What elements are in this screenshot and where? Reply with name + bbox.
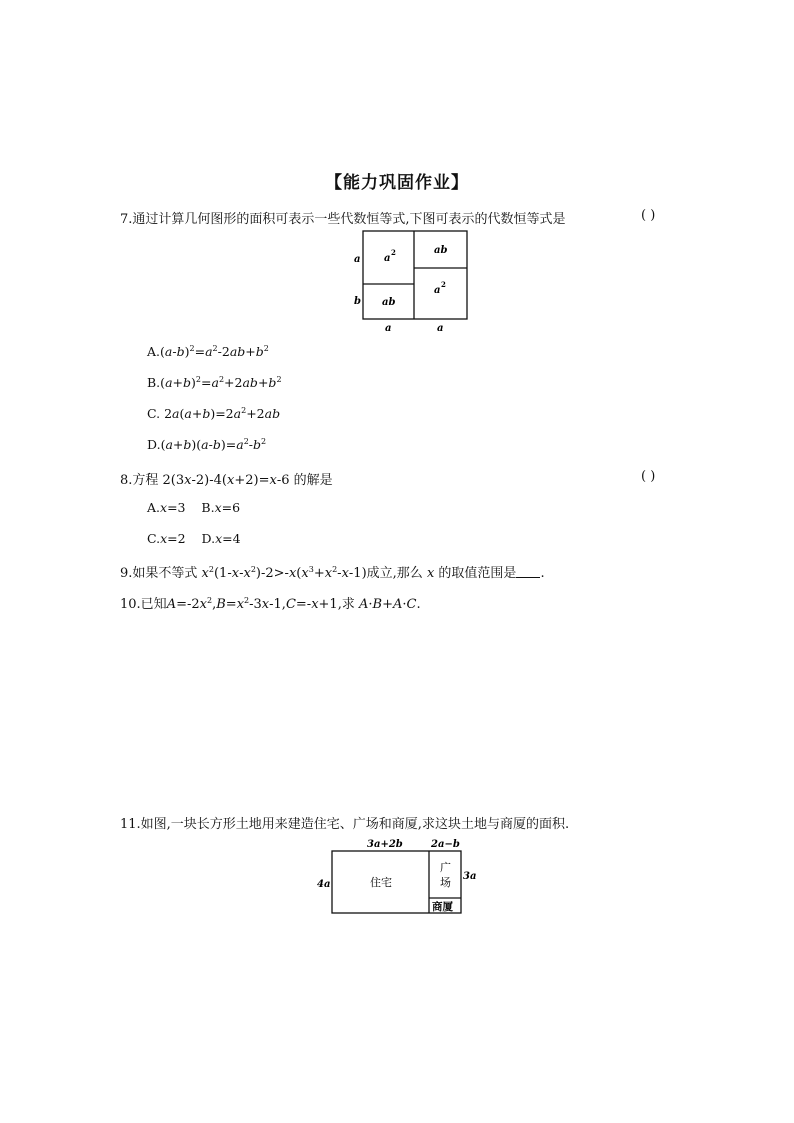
q9-stem: 9.如果不等式 $x^2(1-x-x^2)-2>-x(x^3+x^2-x-1)$成立,那么 x 的取值范围是 .: [120, 565, 545, 581]
fig11-shangsha: 商厦: [432, 901, 453, 913]
q8-option-c: C.x=2: [147, 531, 186, 546]
fig7-exp-right: 2: [441, 280, 446, 289]
q8-option-b: B.x=6: [201, 500, 241, 515]
fig7-cell-a2-left: a: [384, 253, 391, 264]
q8-answer-paren: ( ): [641, 469, 656, 484]
fig7-cell-a2-right: a: [434, 285, 441, 296]
fig7-cell-ab-left: ab: [382, 297, 396, 308]
fig7-left-a: a: [354, 254, 361, 265]
fig11-chang: 场: [440, 876, 451, 889]
q7-figure: [345, 228, 475, 336]
q8-options-ab: [147, 500, 240, 515]
fig7-cell-ab-top-right: ab: [434, 245, 448, 256]
q7-option-c: C. $2a(a+b)=2a^2+2ab$: [147, 406, 281, 421]
fig11-top-right-label: 2a−b: [431, 839, 460, 850]
q11-stem: 11.如图,一块长方形土地用来建造住宅、广场和商厦,求这块土地与商厦的面积.: [120, 817, 570, 832]
q8-option-d: D.x=4: [201, 531, 241, 546]
fig11-guang: 广: [440, 861, 451, 874]
q7-option-b: $B.(a+b)^2=a^2+2ab+b^2$: [147, 375, 282, 390]
fig7-left-b: b: [354, 296, 361, 307]
q10-stem: 10.已知$A=-2x^2,B=x^2-3x-1,C=-x+1$,求 A·B+A·C.: [120, 596, 421, 612]
q7-option-d: $D.(a+b)(a-b)=a^2-b^2$: [147, 437, 267, 452]
fig7-bottom-a1: a: [385, 323, 392, 334]
q7-stem: 7.通过计算几何图形的面积可表示一些代数恒等式,下图可表示的代数恒等式是: [120, 212, 566, 227]
fig11-left-label: 4a: [317, 879, 331, 890]
fig11-top-left-label: 3a+2b: [367, 839, 403, 850]
fig7-exp-left: 2: [391, 248, 396, 257]
q11-figure: [312, 834, 482, 918]
section-title: 【能力巩固作业】: [325, 173, 469, 193]
fig11-right-label: 3a: [463, 871, 477, 882]
q7-option-a: $A.(a-b)^2=a^2-2ab+b^2$: [147, 344, 269, 359]
q8-options-cd: [147, 531, 241, 546]
q8-stem: 8.方程 2(3x-2)-4(x+2)=x-6 的解是: [120, 473, 333, 488]
q9-answer-blank[interactable]: [516, 567, 540, 578]
fig7-bottom-a2: a: [437, 323, 444, 334]
q8-option-a: A.x=3: [147, 500, 186, 515]
q7-answer-paren: ( ): [641, 208, 656, 223]
fig11-zhuzhai: 住宅: [370, 876, 392, 889]
